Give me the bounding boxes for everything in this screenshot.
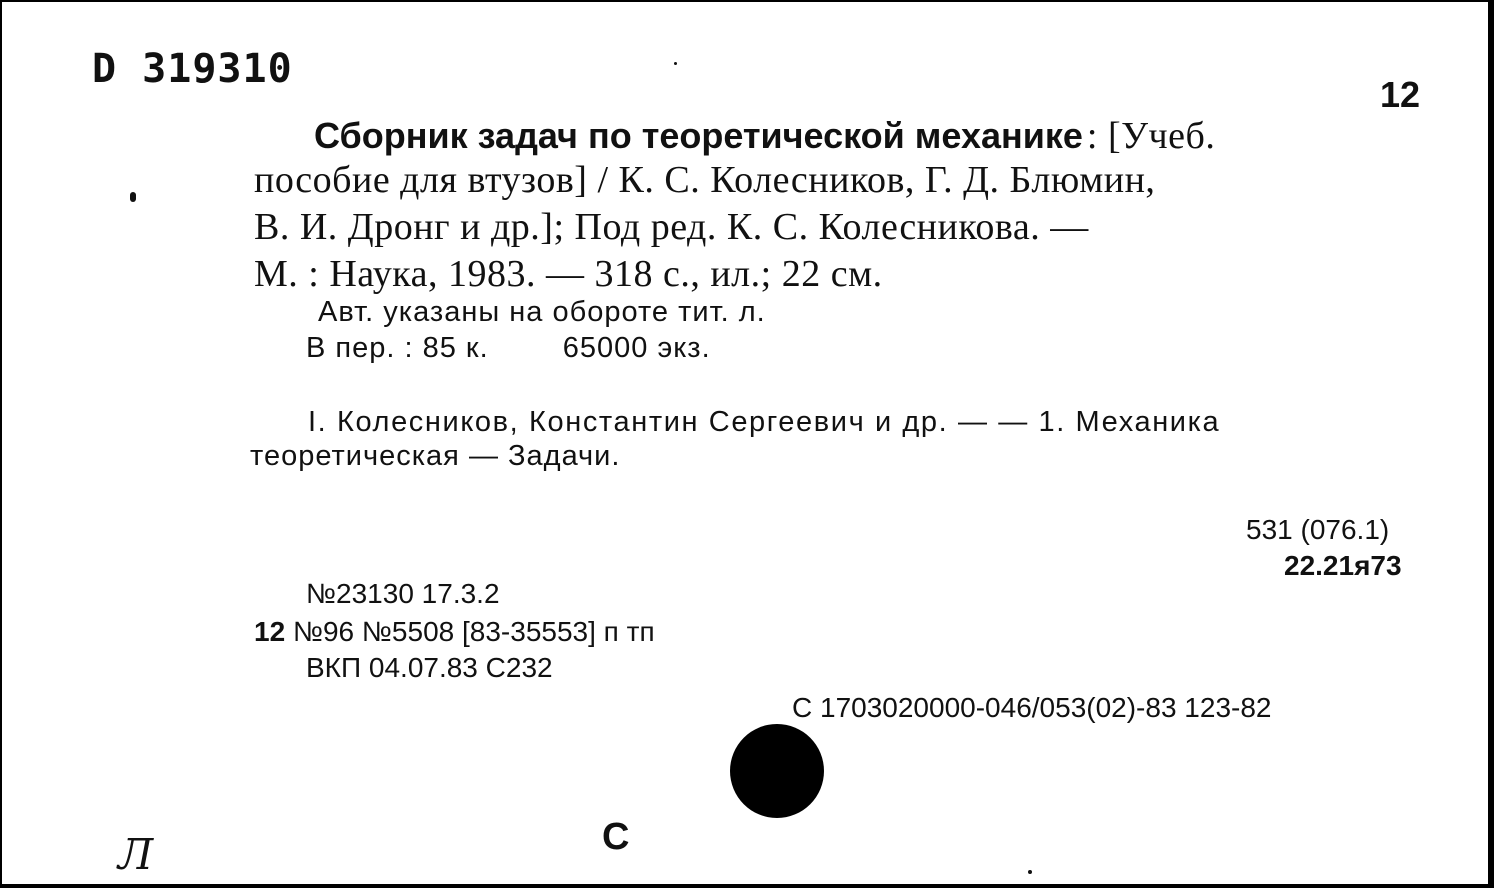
speck-mark (130, 192, 136, 202)
title-continuation: : [Учеб. (1086, 115, 1216, 157)
main-entry-line-2: пособие для втузов] / К. С. Колесников, Г. Д. Блюмин, (254, 159, 1156, 201)
price: В пер. : 85 к. (306, 332, 489, 364)
publisher-code: С 1703020000-046/053(02)-83 123-82 (792, 692, 1272, 723)
stat-line-3: ВКП 04.07.83 С232 (306, 652, 553, 683)
bottom-letter: С (602, 816, 630, 858)
tracing-line-1: I. Колесников, Константин Сергеевич и др. — — 1. Механика (308, 406, 1221, 438)
main-entry-line-3: В. И. Дронг и др.]; Под ред. К. С. Колесникова. — (254, 206, 1089, 248)
main-entry-line-1 (314, 114, 1215, 158)
note-price-line (306, 332, 711, 365)
stat-line-1: №23130 17.3.2 (306, 578, 500, 609)
stat-line-2 (254, 616, 655, 648)
tracing-line-2: теоретическая — Задачи. (250, 440, 621, 472)
bbk-code: 22.21я73 (1284, 550, 1402, 581)
card-edge (1488, 0, 1494, 888)
catalog-card (2, 2, 1488, 884)
inventory-number: D 319310 (92, 46, 293, 92)
stat-copies-count: 12 (254, 616, 286, 647)
book-title: Сборник задач по теоретической механике (314, 115, 1083, 156)
punch-hole (730, 724, 824, 818)
speck-mark-top (674, 62, 677, 65)
udc-code: 531 (076.1) (1246, 514, 1390, 545)
imprint-line: М. : Наука, 1983. — 318 с., ил.; 22 см. (254, 253, 883, 295)
stat-numbers: №96 №5508 [83-35553] п тп (292, 616, 655, 647)
note-authors: Авт. указаны на обороте тит. л. (318, 296, 766, 328)
corner-handwritten-mark: Л (118, 830, 154, 879)
shelf-number: 12 (1380, 74, 1421, 115)
speck-mark-bottom (1028, 870, 1032, 874)
print-run: 65000 экз. (562, 332, 711, 364)
